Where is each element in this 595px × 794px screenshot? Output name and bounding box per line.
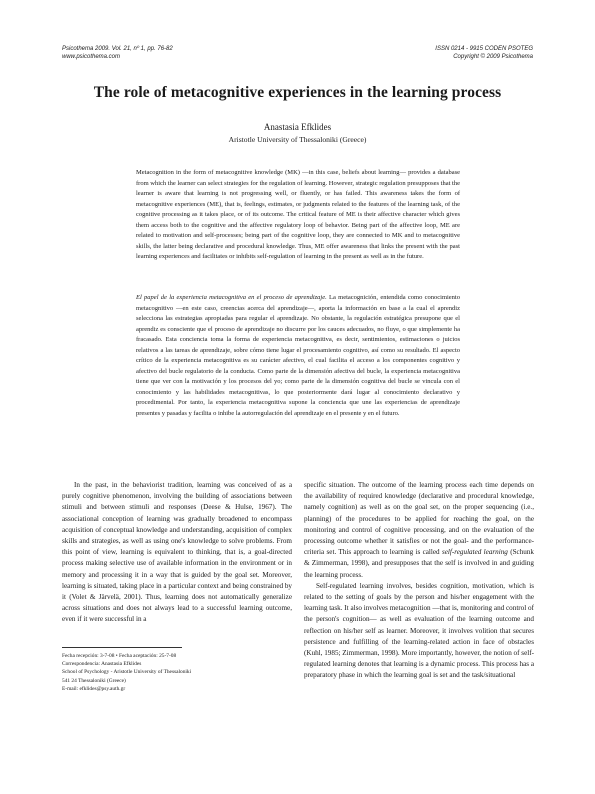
journal-header-right: [435, 45, 533, 61]
journal-header-left: [62, 45, 173, 61]
abstract-spanish: [136, 293, 460, 419]
body-paragraph: In the past, in the behaviorist tradition, learning was conceived of as a purely cognitive phenomenon, involving the building of associations between stimuli and between stimuli and responses (Deese & Hulse, 1967). The associational conception of learning was gradually broadened to encompass acquisition of conceptual knowledge and understanding, acquisition of complex skills and strategies, as well as using one's knowledge to solve problems. From this point of view, learning is equivalent to thinking, that is, a goal-directed process making selective use of available information in the environment or in memory and processing it in a way that is guided by the goal set. Moreover, learning is situated, taking place in a particular context and being constrained by it (Volet & Järvelä, 2001). Thus, learning does not automatically generalize across situations and does not always lead to a successful learning outcome, even if it were successful in a: [62, 481, 292, 624]
paper-title: The role of metacognitive experiences in the learning process: [93, 84, 502, 101]
abstract-spanish-text: La metacognición, entendida como conocimiento metacognitivo —en este caso, creencias acerca del aprendizaje—, aporta la información en base a la cual el aprendiz selecciona las estrategias apropiadas para regular el aprendizaje. No obstante, la regulación estratégica presupone que el aprendiz es consciente que el proceso de aprendizaje no discurre por los cauces adecuados, no fluye, o que simplemente ha fracasado. Esta conciencia toma la forma de experiencia metacognitiva, es decir, sentimientos, estimaciones o juicios relativos a las tareas de aprendizaje, sobre cómo tiene lugar el procesamiento cognitivo, así como su resultado. El aspecto crítico de la experiencia metacognitiva es su carácter afectivo, el cual facilita el acceso a los componentes cognitivo y afectivo del bucle regulatorio de la conducta. Como parte de la dimensión afectiva del bucle, la experiencia metacognitiva tiene que ver con la motivación y los procesos del yo; como parte de la dimensión cognitiva del bucle se vincula con el conocimiento y las habilidades metacognitivas, lo que posteriormente dará lugar al conocimiento declarativo y procedimental. Por tanto, la experiencia metacognitiva supone la conciencia que une las experiencias de aprendizaje presentes y pasadas y facilita o inhibe la autorregulación del aprendizaje en el presente y en el futuro.: [136, 294, 460, 417]
abstract-english: Metacognition in the form of metacognitive knowledge (MK) —in this case, beliefs about learning— provides a database from which the learner can select strategies for the regulation of learning. However, strategic regulation presupposes that the learner is aware that learning is not progressing well, or fluently, or has failed. This awareness takes the form of metacognitive experiences (ME), that is, feelings, estimates, or judgments related to the features of the learning task, of the cognitive processing as it takes place, or of its outcome. The critical feature of ME is their affective character which gives them access both to the cognitive and the affective regulatory loop of behavior. Being part of the affective loop, ME are related to motivation and self-processes; being part of the cognitive loop, they are connected to MK and to metacognitive skills, the latter being declarative and procedural knowledge. Thus, ME offer awareness that links the present with the past learning experiences and facilitates or inhibits self-regulation of learning in the present as well as in the future.: [136, 169, 460, 260]
emphasis-term: self-regulated learning: [441, 548, 508, 557]
body-column-right: [304, 480, 534, 682]
journal-issn: ISSN 0214 - 9915 CODEN PSOTEG: [435, 46, 533, 52]
footnote-dates: Fecha recepción: 3-7-08 • Fecha aceptación: 25-7-08: [62, 653, 177, 659]
body-paragraph: specific situation. The outcome of the learning process each time depends on the availability of required knowledge (declarative and procedural knowledge, namely cognition) as well as on the goal set, on the proper sequencing (i.e., planning) of the procedures to be applied for reaching the goal, on the monitoring and control of cognitive processing, and on the evaluation of the processing outcome whether it satisfies or not the goal- and the performance-criteria set. This approach to learning is called self-regulated learning (Schunk & Zimmerman, 1998), and presupposes that the self is involved in and guiding the learning process.: [304, 481, 534, 579]
abstract-spanish-title: El papel de la experiencia metacognitiva en el proceso de aprendizaje.: [136, 294, 327, 301]
footnote-address: 541 24 Thessaloniki (Greece): [62, 677, 126, 684]
journal-copyright: Copyright © 2009 Psicothema: [453, 54, 533, 60]
body-column-left: [62, 480, 292, 626]
footnote-correspondence: [62, 652, 292, 693]
footnote-institution: School of Psychology - Aristotle University of Thessaloniki: [62, 669, 192, 676]
author-affiliation: Aristotle University of Thessaloniki (Greece): [228, 135, 367, 144]
footnote-correspondence-name: Correspondencia: Anastasia Efklides: [62, 661, 142, 668]
journal-citation: Psicothema 2009. Vol. 21, nº 1, pp. 76-82: [62, 46, 173, 52]
journal-website: www.psicothema.com: [62, 54, 121, 60]
footnote-divider: [62, 647, 182, 648]
footnote-email: E-mail: efklides@psy.auth.gr: [62, 685, 126, 692]
author-name: Anastasia Efklides: [263, 122, 332, 132]
body-paragraph: Self-regulated learning involves, besides cognition, motivation, which is related to the setting of goals by the person and his/her engagement with the learning task. It also involves metacognition —that is, monitoring and control of the person's cognition— as well as evaluation of the learning outcome and reflection on his/her self as learner. Moreover, it involves volition that secures persistence and fulfilling of the learning-related action in face of obstacles (Kuhl, 1985; Zimmerman, 1998). More importantly, however, the notion of self-regulated learning denotes that learning is a dynamic process. This process has a preparatory phase in which the learning goal is set and the task/situational: [304, 581, 534, 680]
